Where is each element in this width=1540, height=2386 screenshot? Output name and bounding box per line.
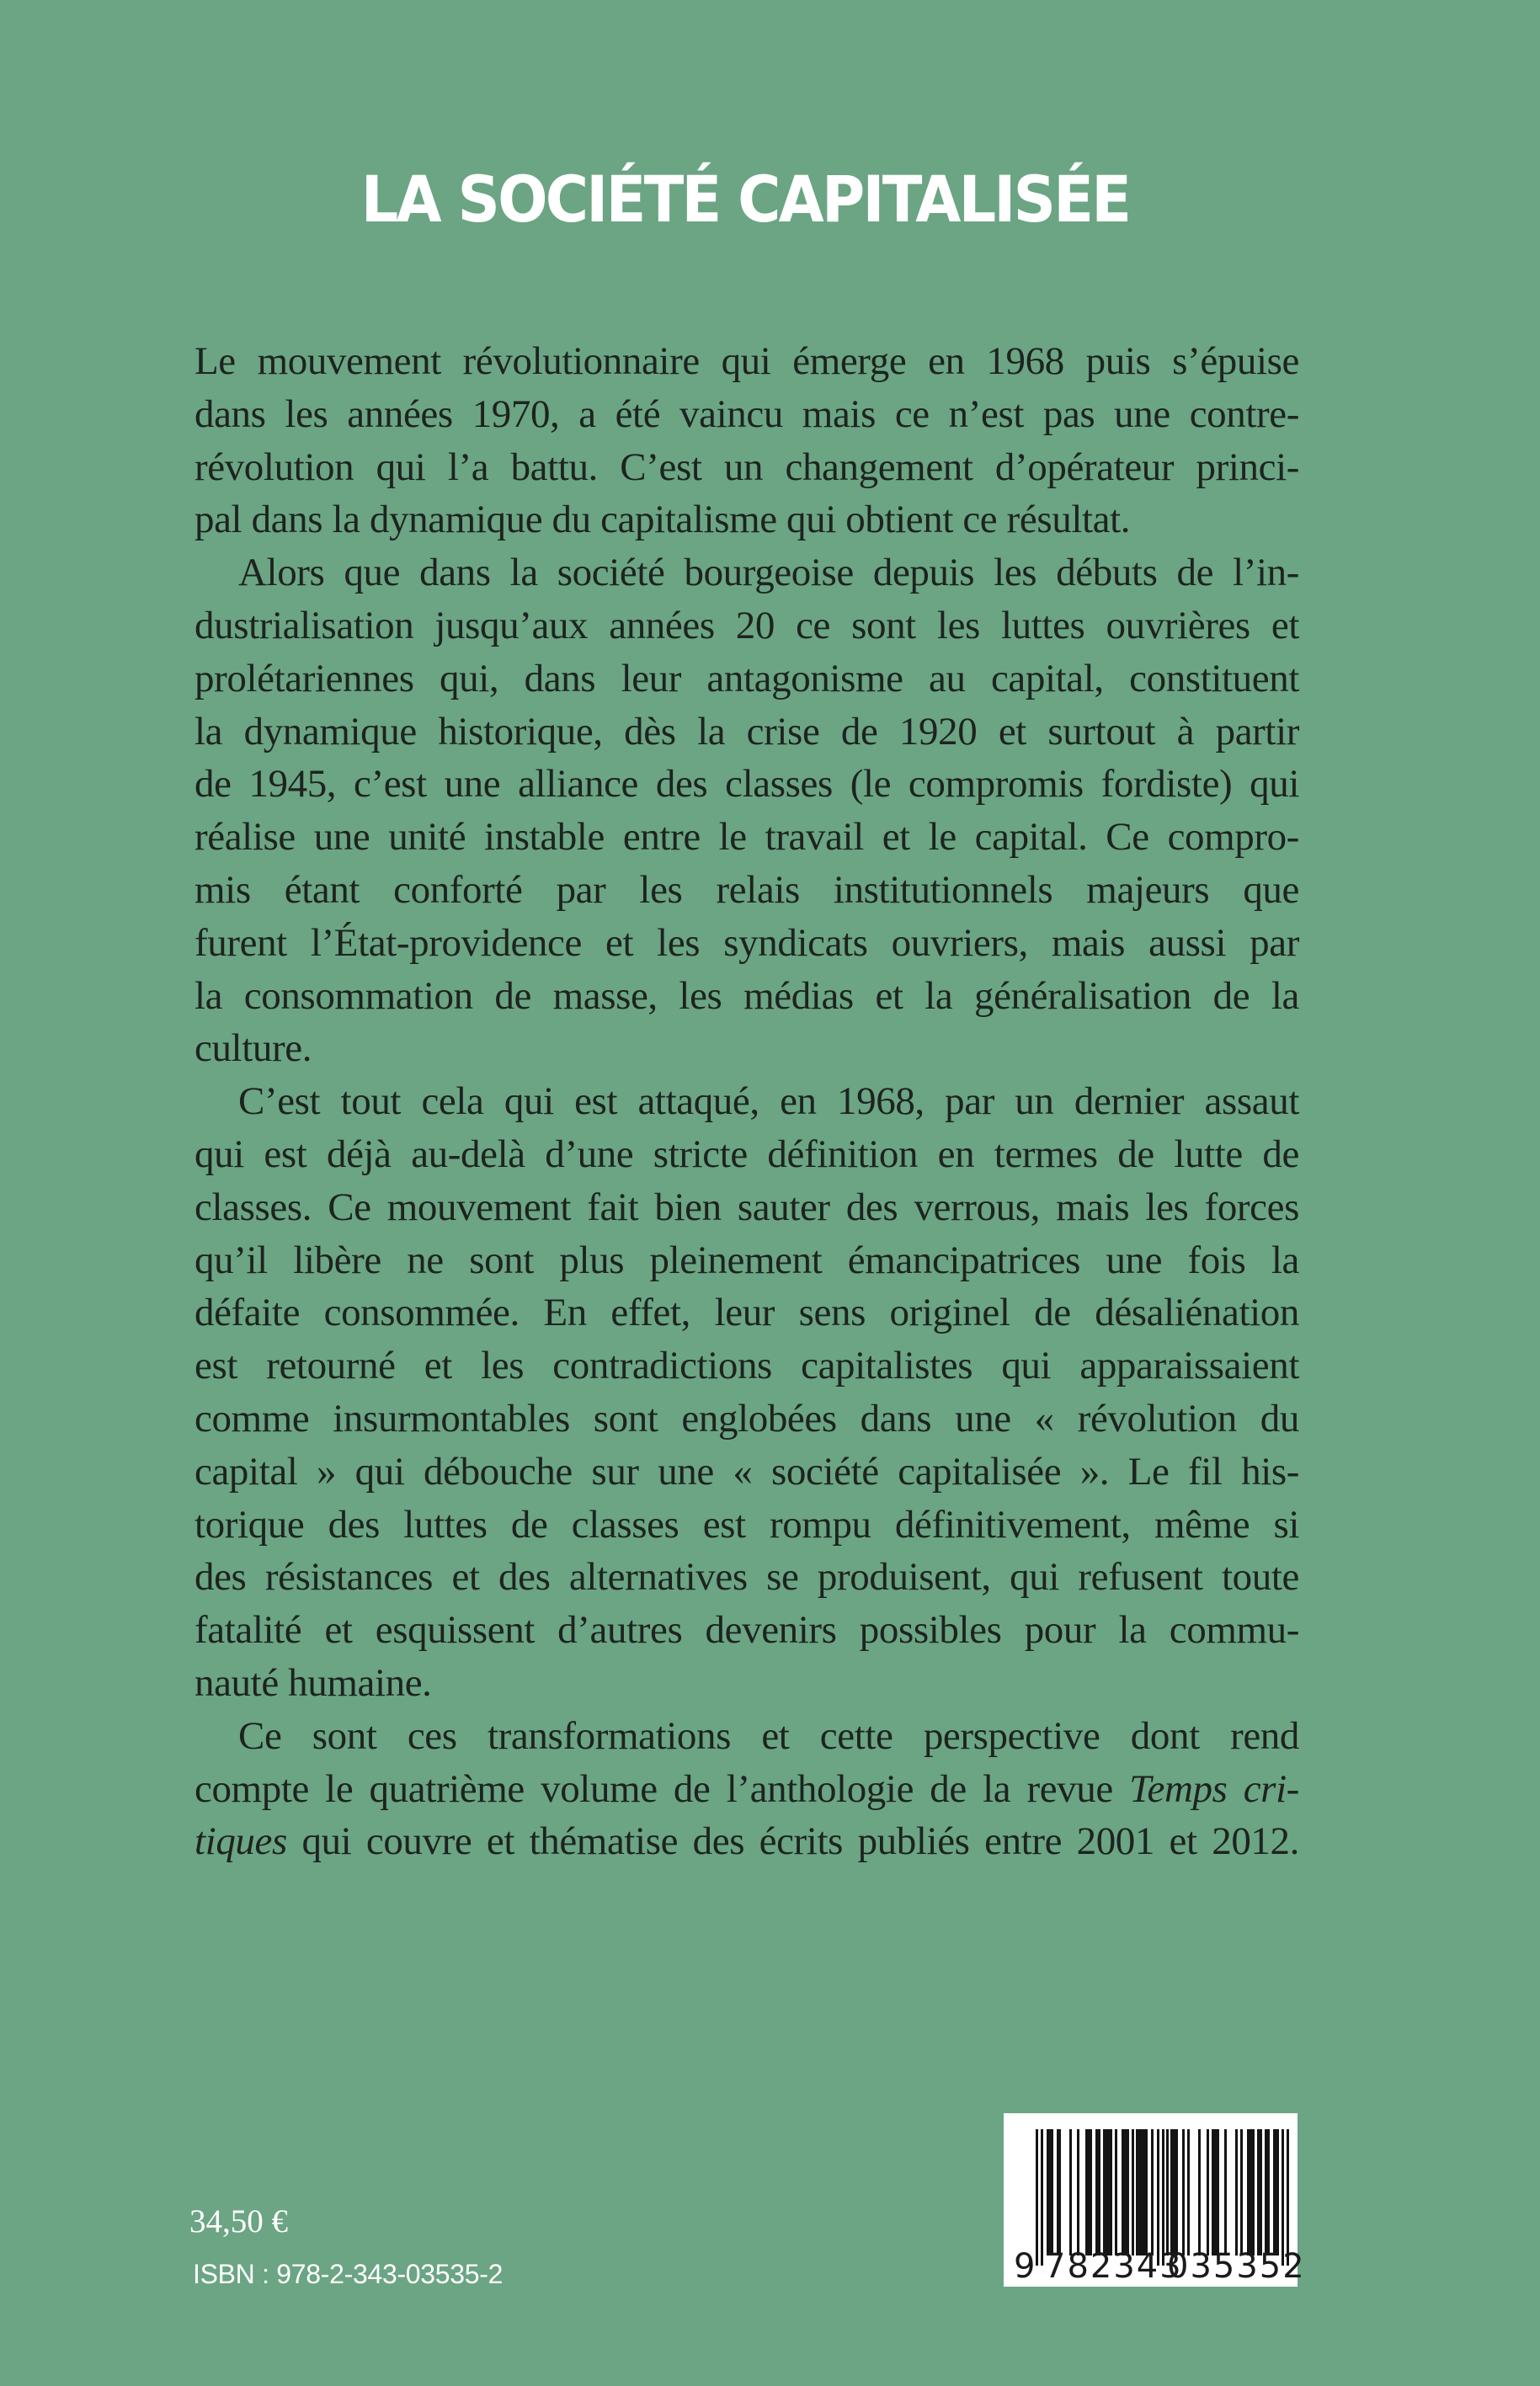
text-line: furent l’État-providence et les syndicats ouvriers, mais aussi par: [194, 920, 1299, 965]
text-line: fatalité et esquissent d’autres devenirs possibles pour la commu-: [194, 1608, 1299, 1653]
text-line: comme insurmontables sont englobées dans une « révolution du: [194, 1396, 1299, 1441]
journal-title-part-1: Temps cri-: [1129, 1766, 1299, 1811]
text-line: qui est déjà au-delà d’une stricte définition en termes de lutte de: [194, 1132, 1299, 1176]
text-line: [194, 1763, 1299, 1816]
text-fragment: compte le quatrième volume de l’anthologie de la revue: [194, 1766, 1113, 1811]
text-line: classes. Ce mouvement fait bien sauter des verrous, mais les forces: [194, 1185, 1299, 1229]
blurb-text: [194, 335, 1299, 1868]
blurb-paragraph-2: [194, 546, 1299, 1075]
isbn-label: ISBN : 978-2-343-03535-2: [193, 2259, 504, 2289]
blurb-paragraph-4: [194, 1710, 1299, 1868]
text-line: C’est tout cela qui est attaqué, en 1968, par un dernier assaut: [238, 1079, 1299, 1124]
text-line: Alors que dans la société bourgeoise depuis les débuts de l’in-: [238, 551, 1299, 595]
book-title: LA SOCIÉTÉ CAPITALISÉE: [360, 161, 1130, 237]
text-line: la dynamique historique, dès la crise de 1920 et surtout à partir: [194, 709, 1299, 754]
text-line: dustrialisation jusqu’aux années 20 ce sont les luttes ouvrières et: [194, 603, 1299, 647]
text-line: prolétariennes qui, dans leur antagonisme au capital, constituent: [194, 656, 1299, 700]
text-line: torique des luttes de classes est rompu définitivement, même si: [194, 1502, 1299, 1547]
price-label: 34,50 €: [189, 2203, 288, 2240]
barcode-digits-right: 035352: [1167, 2247, 1306, 2286]
text-line: qu’il libère ne sont plus pleinement émancipatrices une fois la: [194, 1238, 1299, 1282]
text-line: des résistances et des alternatives se produisent, qui refusent toute: [194, 1555, 1299, 1600]
blurb-paragraph-1: [194, 335, 1299, 546]
text-line: culture.: [194, 1026, 312, 1071]
text-line: capital » qui débouche sur une « société capitalisée ». Le fil his-: [194, 1449, 1299, 1494]
blurb-paragraph-3: [194, 1075, 1299, 1710]
text-line: réalise une unité instable entre le travail et le capital. Ce compro-: [194, 815, 1299, 860]
barcode-digits-left: 782343: [1044, 2247, 1183, 2286]
text-line: dans les années 1970, a été vaincu mais ce n’est pas une contre-: [194, 391, 1299, 436]
text-fragment: qui couvre et thématise des écrits publiés entre 2001 et 2012.: [301, 1819, 1299, 1864]
text-line: de 1945, c’est une alliance des classes (le compromis fordiste) qui: [194, 762, 1299, 807]
text-line: défaite consommée. En effet, leur sens originel de désaliénation: [194, 1291, 1299, 1335]
text-line: la consommation de masse, les médias et la généralisation de la: [194, 973, 1299, 1018]
text-line: est retourné et les contradictions capitalistes qui apparaissaient: [194, 1344, 1299, 1388]
text-line: pal dans la dynamique du capitalisme qui obtient ce résultat.: [194, 498, 1131, 542]
journal-title-part-2: tiques: [194, 1819, 287, 1864]
text-line: [194, 1815, 1299, 1868]
text-line: mis étant conforté par les relais institutionnels majeurs que: [194, 867, 1299, 912]
text-line: nauté humaine.: [194, 1660, 432, 1705]
text-line: révolution qui l’a battu. C’est un changement d’opérateur princi-: [194, 445, 1299, 489]
barcode-digit-first: 9: [1014, 2247, 1036, 2286]
text-line: Ce sont ces transformations et cette perspective dont rend: [238, 1713, 1299, 1758]
text-line: Le mouvement révolutionnaire qui émerge en 1968 puis s’épuise: [194, 339, 1299, 383]
